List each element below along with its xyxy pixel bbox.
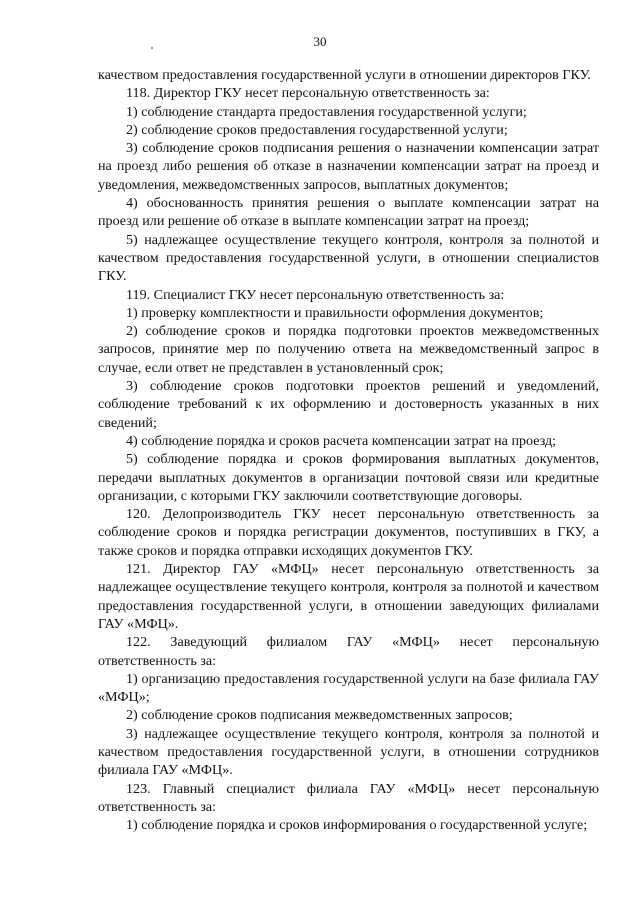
paragraph: 2) соблюдение сроков и порядка подготовки проектов межведомственных запросов, принятие мер по получению ответа на межведомственный запрос в случае, если ответ не представлен в установленный срок; (98, 323, 599, 376)
paragraph: 5) надлежащее осуществление текущего контроля, контроля за полнотой и качеством предоставления государственной услуги, в отношении специалистов ГКУ. (98, 231, 599, 285)
page-number: 30 (313, 34, 327, 49)
paragraph: 120. Делопроизводитель ГКУ несет персональную ответственность за соблюдение сроков и порядка регистрации документов, поступивших в ГКУ, а также сроков и порядка отправки исходящих документов ГКУ. (98, 506, 599, 559)
paragraph: 3) соблюдение сроков подготовки проектов решений и уведомлений, соблюдение требований к их оформлению и достоверность указанных в них сведений; (98, 378, 599, 431)
paragraph: 4) обоснованность принятия решения о выплате компенсации затрат на проезд или решение об отказе в выплате компенсации затрат на проезд; (98, 195, 599, 230)
paragraph: 5) соблюдение порядка и сроков формирования выплатных документов, передачи выплатных документов в организации почтовой связи или кредитные организации, с которыми ГКУ заключили соответствующие договоры. (98, 451, 599, 504)
paragraph: качеством предоставления государственной услуги в отношении директоров ГКУ. (98, 67, 591, 83)
paragraph: 119. Специалист ГКУ несет персональную ответственность за: (126, 286, 505, 303)
document-body (98, 66, 599, 834)
paragraph: 123. Главный специалист филиала ГАУ «МФЦ» несет персональную ответственность за: (98, 780, 599, 815)
paragraph: 118. Директор ГКУ несет персональную ответственность за: (126, 85, 490, 102)
paragraph: 1) организацию предоставления государственной услуги на базе филиала ГАУ «МФЦ»; (98, 670, 599, 706)
paragraph: 2) соблюдение сроков подписания межведомственных запросов; (126, 707, 513, 724)
paragraph: 2) соблюдение сроков предоставления государственной услуги; (126, 121, 508, 138)
paragraph: 121. Директор ГАУ «МФЦ» несет персональную ответственность за надлежащее осуществление текущего контроля, контроля за полнотой и качеством предоставления государственной услуги, в отношении заведующих филиалами ГАУ «МФЦ». (98, 561, 599, 632)
paragraph: 1) проверку комплектности и правильности оформления документов; (126, 304, 544, 321)
paragraph: 3) надлежащее осуществление текущего контроля, контроля за полнотой и качеством предоставления государственной услуги, в отношении сотрудников филиала ГАУ «МФЦ». (98, 725, 599, 779)
scan-artifact (151, 47, 153, 49)
paragraph: 122. Заведующий филиалом ГАУ «МФЦ» несет персональную ответственность за: (98, 634, 599, 669)
paragraph: 1) соблюдение порядка и сроков информирования о государственной услуге; (126, 817, 588, 834)
paragraph: 3) соблюдение сроков подписания решения о назначении компенсации затрат на проезд либо решения об отказе в назначении компенсации затрат на проезд и уведомления, межведомственных запросов, выплатных документов; (98, 140, 599, 193)
paragraph: 4) соблюдение порядка и сроков расчета компенсации затрат на проезд; (126, 432, 557, 449)
paragraph: 1) соблюдение стандарта предоставления государственной услуги; (126, 103, 527, 120)
